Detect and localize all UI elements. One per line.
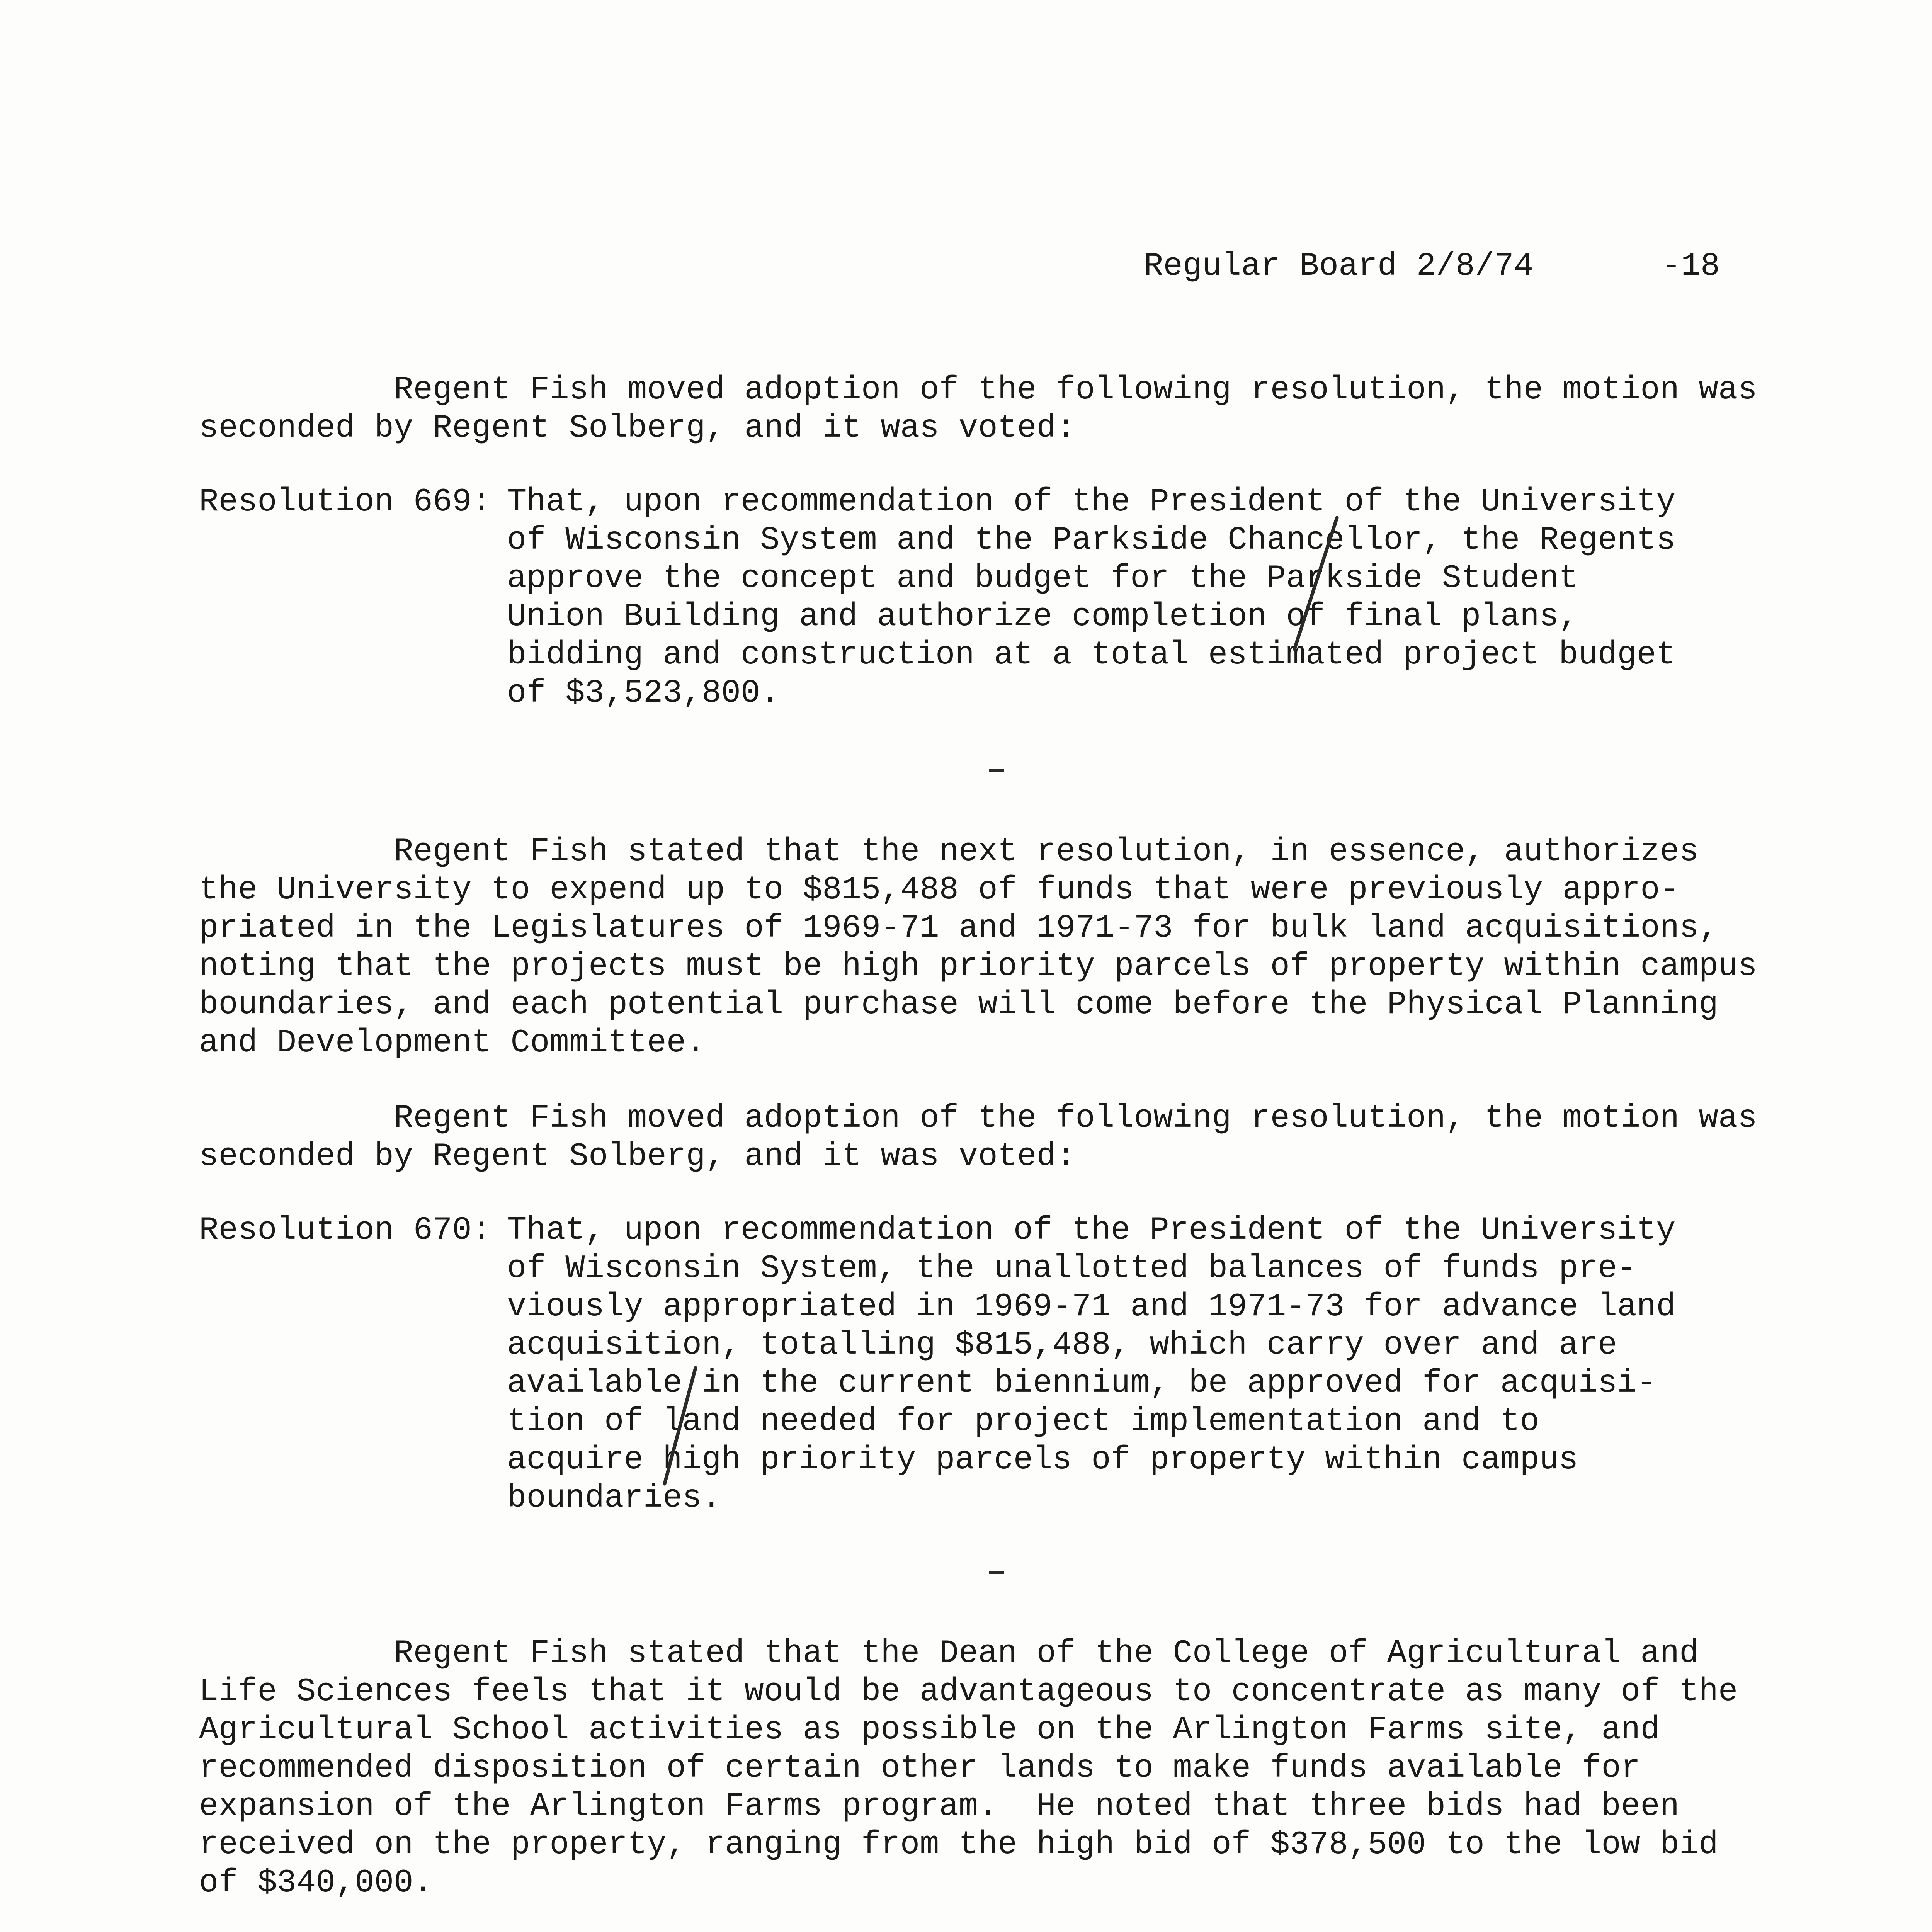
resolution-669-label: Resolution 669: [199,484,492,520]
handwritten-slash-mark [1283,514,1345,653]
paragraph-arlington-farms: Regent Fish stated that the Dean of the College of Agricultural and Life Sciences feels that it would be advantageous to concentrate as many of the Agricultural School activities as possible on the Arlington Farms site, and recommended disposition of certain other lands to make funds available for expansion of the Arlington Farms program. He noted that three bids had been received on the property, ranging from the high bid of $378,500 to the low bid of $340,000. [199,1635,1738,1901]
paragraph-land-acquisition: Regent Fish stated that the next resolution, in essence, authorizes the University to expend up to $815,488 of funds that were previously appro- priated in the Legislatures of 1969-71 and 1971-73 for bulk land acquisitions, noting that the projects must be high priority parcels of property within campus boundaries, and each potential purchase will come before the Physical Planning and Development Committee. [199,833,1757,1061]
section-separator [989,769,1004,772]
paragraph-motion-670: Regent Fish moved adoption of the following resolution, the motion was seconded by Regent Solberg, and it was voted: [199,1100,1757,1175]
paragraph-motion-669: Regent Fish moved adoption of the following resolution, the motion was seconded by Regent Solberg, and it was voted: [199,372,1757,447]
resolution-669-body: That, upon recommendation of the President of the University of Wisconsin System and the Parkside Chancellor, the Regents approve the concept and budget for the Parkside Student Union Building and authorize completion of final plans, bidding and construction at a total estimated project budget of $3,523,800. [507,484,1676,712]
page-header-title: Regular Board 2/8/74 [1144,248,1534,285]
section-separator [989,1571,1004,1574]
resolution-670-label: Resolution 670: [199,1212,492,1249]
handwritten-slash-mark [657,1364,703,1488]
page-header-number: -18 [1662,248,1720,285]
resolution-670-body: That, upon recommendation of the President of the University of Wisconsin System, the unallotted balances of funds pre- viously appropriated in 1969-71 and 1971-73 for advance land acquisition, totalling $815,488, which carry over and are available in the current biennium, be approved for acquisi- tion of land needed for project implementation and to acquire high priority parcels of property within campus boundaries. [507,1212,1676,1517]
